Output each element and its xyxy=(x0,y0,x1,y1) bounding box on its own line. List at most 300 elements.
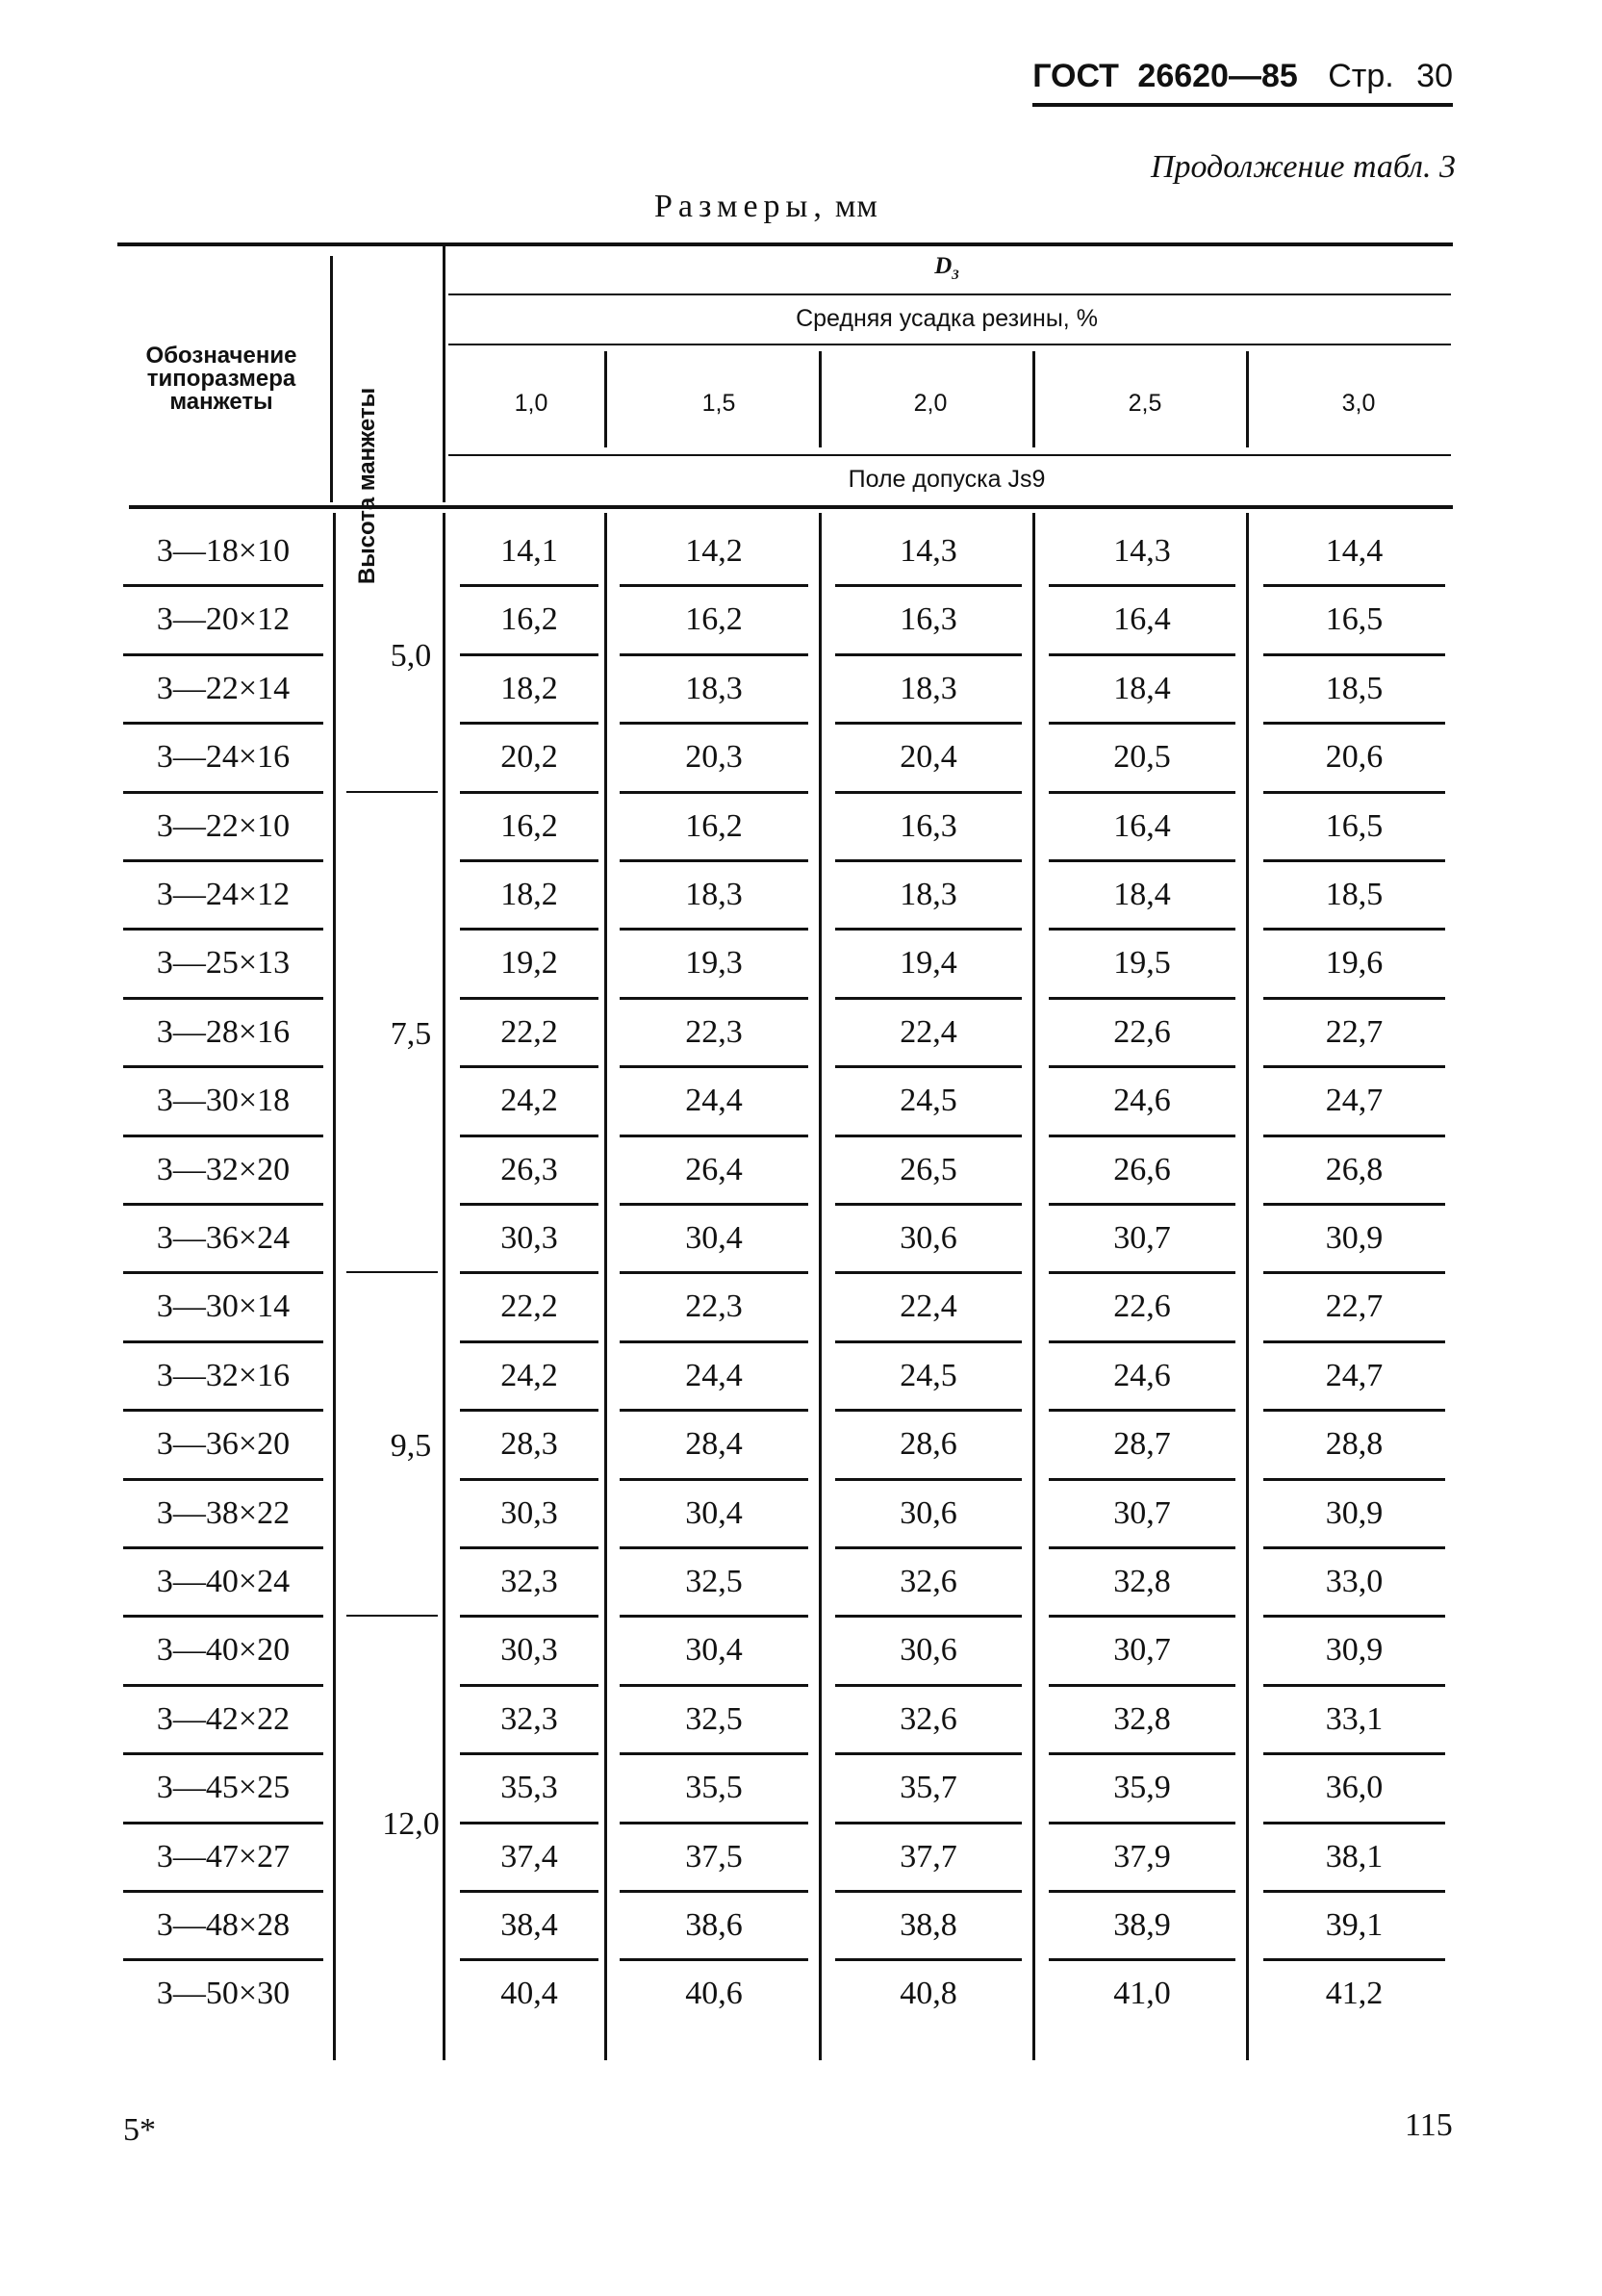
row-rule xyxy=(1263,1546,1445,1549)
ds-column-header xyxy=(443,253,1451,284)
row-rule xyxy=(1263,722,1445,725)
running-header xyxy=(1032,58,1453,107)
value-cell: 24,6 xyxy=(1113,1357,1171,1393)
row-rule xyxy=(460,653,598,656)
row-rule xyxy=(123,1340,323,1343)
row-rule xyxy=(123,1958,323,1961)
row-rule xyxy=(1049,1271,1235,1274)
units-value: мм xyxy=(834,189,878,224)
value-cell: 20,6 xyxy=(1325,739,1384,776)
row-rule xyxy=(620,791,808,794)
designation-cell: 3—18×10 xyxy=(156,533,291,569)
value-cell: 22,4 xyxy=(900,1013,957,1050)
value-cell: 16,2 xyxy=(500,601,558,638)
row-rule xyxy=(1263,997,1445,1000)
row-rule xyxy=(620,928,808,931)
row-rule xyxy=(460,1684,598,1687)
row-rule xyxy=(835,1890,1022,1893)
row-rule xyxy=(460,1135,598,1137)
percent-divider-1 xyxy=(604,351,607,447)
value-cell: 16,4 xyxy=(1113,601,1171,638)
height-group-rule xyxy=(346,791,438,793)
value-cell: 24,2 xyxy=(500,1357,558,1393)
table-top-rule xyxy=(117,242,1453,246)
row-rule xyxy=(1049,1822,1235,1824)
value-cell: 26,4 xyxy=(685,1151,743,1187)
value-cell: 22,7 xyxy=(1325,1288,1384,1325)
row-rule xyxy=(123,791,323,794)
value-cell: 28,4 xyxy=(685,1426,743,1463)
height-value: 9,5 xyxy=(390,1427,432,1464)
designation-cell: 3—42×22 xyxy=(156,1700,291,1737)
value-cell: 30,7 xyxy=(1113,1494,1171,1531)
value-cell: 32,6 xyxy=(900,1564,957,1599)
row-rule xyxy=(835,1958,1022,1961)
height-column-left-rule xyxy=(333,513,336,2060)
value-cell: 24,7 xyxy=(1325,1357,1384,1393)
value-cell: 24,5 xyxy=(900,1083,957,1119)
designation-cell: 3—45×25 xyxy=(156,1770,291,1806)
row-rule xyxy=(460,1890,598,1893)
value-cell: 16,5 xyxy=(1325,807,1384,844)
value-cell: 16,4 xyxy=(1113,807,1171,844)
value-cell: 32,3 xyxy=(500,1564,558,1599)
value-cell: 32,5 xyxy=(685,1564,743,1599)
value-cell: 28,8 xyxy=(1325,1426,1384,1463)
value-cell: 41,2 xyxy=(1325,1976,1384,2012)
value-cell: 32,5 xyxy=(685,1700,743,1737)
designation-cell: 3—36×20 xyxy=(156,1426,291,1463)
row-rule xyxy=(1263,791,1445,794)
row-rule xyxy=(1049,1684,1235,1687)
designation-cell: 3—32×16 xyxy=(156,1357,291,1393)
row-rule xyxy=(460,791,598,794)
row-rule xyxy=(1263,1478,1445,1481)
value-cell: 18,2 xyxy=(500,877,558,912)
header-bottom-rule xyxy=(129,505,1453,509)
value-cell: 22,2 xyxy=(500,1288,558,1325)
value-cell: 30,9 xyxy=(1325,1632,1384,1669)
row-rule xyxy=(123,1546,323,1549)
row-rule xyxy=(1049,1615,1235,1618)
row-rule xyxy=(460,1065,598,1068)
row-rule xyxy=(1263,1684,1445,1687)
row-rule xyxy=(620,1065,808,1068)
value-cell: 30,4 xyxy=(685,1632,743,1669)
value-cell: 19,2 xyxy=(500,945,558,982)
page-number: 30 xyxy=(1416,58,1453,94)
row-rule xyxy=(123,1271,323,1274)
row-rule xyxy=(620,1684,808,1687)
row-rule xyxy=(460,1203,598,1206)
value-cell: 33,1 xyxy=(1325,1700,1384,1737)
designation-cell: 3—24×16 xyxy=(156,739,291,776)
row-rule xyxy=(123,1409,323,1412)
value-column-rule xyxy=(1246,513,1249,2060)
percent-divider-3 xyxy=(1032,351,1035,447)
value-cell: 14,4 xyxy=(1325,533,1384,569)
value-cell: 37,5 xyxy=(685,1838,743,1875)
designation-cell: 3—20×12 xyxy=(156,601,291,638)
row-rule xyxy=(620,1958,808,1961)
row-rule xyxy=(1049,1546,1235,1549)
value-cell: 26,8 xyxy=(1325,1151,1384,1187)
height-group-rule xyxy=(346,1271,438,1273)
row-rule xyxy=(460,1546,598,1549)
row-rule xyxy=(620,1340,808,1343)
designation-cell: 3—22×14 xyxy=(156,670,291,706)
row-rule xyxy=(1049,791,1235,794)
row-rule xyxy=(835,928,1022,931)
value-cell: 20,2 xyxy=(500,739,558,776)
value-cell: 19,4 xyxy=(900,945,957,982)
row-rule xyxy=(1263,1615,1445,1618)
value-cell: 18,3 xyxy=(685,877,743,912)
value-cell: 22,6 xyxy=(1113,1013,1171,1050)
value-cell: 35,7 xyxy=(900,1770,957,1806)
row-rule xyxy=(620,1271,808,1274)
row-rule xyxy=(1049,1958,1235,1961)
value-cell: 26,5 xyxy=(900,1151,957,1187)
shrinkage-value: 2,0 xyxy=(913,390,948,417)
value-cell: 18,2 xyxy=(500,670,558,706)
value-cell: 18,5 xyxy=(1325,670,1384,706)
value-cell: 40,4 xyxy=(500,1976,558,2012)
row-rule xyxy=(460,1478,598,1481)
value-cell: 37,7 xyxy=(900,1838,957,1875)
value-cell: 24,4 xyxy=(685,1357,743,1393)
row-rule xyxy=(835,1478,1022,1481)
shrinkage-value: 2,5 xyxy=(1128,390,1162,417)
value-cell: 22,4 xyxy=(900,1288,957,1325)
value-cell: 16,3 xyxy=(900,807,957,844)
row-rule xyxy=(1263,1065,1445,1068)
value-cell: 18,3 xyxy=(900,670,957,706)
row-rule xyxy=(1049,1135,1235,1137)
value-cell: 35,3 xyxy=(500,1770,558,1806)
value-cell: 38,1 xyxy=(1325,1838,1384,1875)
value-cell: 41,0 xyxy=(1113,1976,1171,2012)
value-cell: 18,3 xyxy=(900,877,957,912)
value-cell: 14,1 xyxy=(500,533,558,569)
shrinkage-header: Средняя усадка резины, % xyxy=(796,305,1098,332)
row-rule xyxy=(1049,1340,1235,1343)
row-rule xyxy=(620,1615,808,1618)
value-cell: 32,6 xyxy=(900,1700,957,1737)
row-rule xyxy=(1263,1890,1445,1893)
row-rule xyxy=(620,584,808,587)
shrinkage-value: 1,5 xyxy=(701,390,736,417)
row-rule xyxy=(123,1890,323,1893)
height-column-header-text: Высота манжеты xyxy=(354,387,380,585)
row-rule xyxy=(1049,653,1235,656)
row-rule xyxy=(620,1409,808,1412)
row-rule xyxy=(835,1271,1022,1274)
row-rule xyxy=(620,1890,808,1893)
row-rule xyxy=(123,997,323,1000)
row-rule xyxy=(1263,1409,1445,1412)
value-cell: 36,0 xyxy=(1325,1770,1384,1806)
row-rule xyxy=(1049,928,1235,931)
row-rule xyxy=(460,1958,598,1961)
row-rule xyxy=(1049,859,1235,862)
row-rule xyxy=(835,791,1022,794)
row-rule xyxy=(123,928,323,931)
row-rule xyxy=(620,1478,808,1481)
value-cell: 30,7 xyxy=(1113,1220,1171,1256)
row-rule xyxy=(1263,1340,1445,1343)
ds-subscript: 3 xyxy=(952,268,959,283)
designation-cell: 3—40×20 xyxy=(156,1632,291,1669)
row-rule xyxy=(835,1409,1022,1412)
value-cell: 14,3 xyxy=(1113,533,1171,569)
value-cell: 19,3 xyxy=(685,945,743,982)
row-rule xyxy=(460,1409,598,1412)
value-cell: 24,4 xyxy=(685,1083,743,1119)
ds-rule xyxy=(448,293,1451,295)
row-rule xyxy=(460,1340,598,1343)
row-rule xyxy=(123,1135,323,1137)
row-rule xyxy=(460,1271,598,1274)
value-cell: 14,3 xyxy=(900,533,957,569)
value-cell: 30,9 xyxy=(1325,1494,1384,1531)
row-rule xyxy=(620,1822,808,1824)
row-rule xyxy=(620,653,808,656)
row-rule xyxy=(1049,997,1235,1000)
value-cell: 39,1 xyxy=(1325,1907,1384,1943)
row-rule xyxy=(123,1478,323,1481)
row-rule xyxy=(123,722,323,725)
row-rule xyxy=(460,1752,598,1755)
designation-cell: 3—48×28 xyxy=(156,1907,291,1943)
gost-label: ГОСТ xyxy=(1032,58,1119,94)
row-rule xyxy=(1049,1409,1235,1412)
value-cell: 16,2 xyxy=(685,807,743,844)
value-column-rule xyxy=(1032,513,1035,2060)
value-cell: 32,8 xyxy=(1113,1700,1171,1737)
row-rule xyxy=(460,584,598,587)
value-cell: 24,7 xyxy=(1325,1083,1384,1119)
value-cell: 38,4 xyxy=(500,1907,558,1943)
row-rule xyxy=(460,928,598,931)
value-column-rule xyxy=(819,513,822,2060)
value-cell: 18,5 xyxy=(1325,877,1384,912)
row-rule xyxy=(1049,1890,1235,1893)
row-rule xyxy=(835,1065,1022,1068)
row-rule xyxy=(835,1684,1022,1687)
row-rule xyxy=(123,1065,323,1068)
header-divider-1 xyxy=(330,256,333,502)
row-rule xyxy=(835,1546,1022,1549)
row-rule xyxy=(1049,1203,1235,1206)
row-rule xyxy=(1263,1752,1445,1755)
row-rule xyxy=(123,1203,323,1206)
designation-cell: 3—30×14 xyxy=(156,1288,291,1325)
value-cell: 20,4 xyxy=(900,739,957,776)
row-rule xyxy=(1049,1065,1235,1068)
value-cell: 20,3 xyxy=(685,739,743,776)
percent-divider-4 xyxy=(1246,351,1249,447)
row-rule xyxy=(835,1752,1022,1755)
value-cell: 24,2 xyxy=(500,1083,558,1119)
value-cell: 22,3 xyxy=(685,1013,743,1050)
value-cell: 22,6 xyxy=(1113,1288,1171,1325)
value-cell: 32,3 xyxy=(500,1700,558,1737)
row-rule xyxy=(835,1822,1022,1824)
value-cell: 26,6 xyxy=(1113,1151,1171,1187)
value-cell: 16,5 xyxy=(1325,601,1384,638)
units-title: Размеры, xyxy=(654,189,827,224)
designation-cell: 3—24×12 xyxy=(156,877,291,912)
value-cell: 26,3 xyxy=(500,1151,558,1187)
page-folio: 115 xyxy=(1405,2107,1453,2143)
row-rule xyxy=(835,859,1022,862)
value-cell: 37,9 xyxy=(1113,1838,1171,1875)
row-rule xyxy=(620,1752,808,1755)
row-rule xyxy=(123,1615,323,1618)
value-cell: 38,8 xyxy=(900,1907,957,1943)
value-cell: 30,9 xyxy=(1325,1220,1384,1256)
designation-cell: 3—28×16 xyxy=(156,1013,291,1050)
value-cell: 16,2 xyxy=(685,601,743,638)
row-rule xyxy=(620,1203,808,1206)
value-cell: 18,4 xyxy=(1113,670,1171,706)
row-rule xyxy=(620,722,808,725)
value-cell: 30,3 xyxy=(500,1220,558,1256)
value-cell: 19,5 xyxy=(1113,945,1171,982)
value-cell: 40,6 xyxy=(685,1976,743,2012)
value-cell: 14,2 xyxy=(685,533,743,569)
row-rule xyxy=(1263,928,1445,931)
percent-divider-2 xyxy=(819,351,822,447)
row-rule xyxy=(460,859,598,862)
designation-column-header: Обозначение типоразмера манжеты xyxy=(145,343,297,415)
value-cell: 24,6 xyxy=(1113,1083,1171,1119)
running-header-text xyxy=(1032,58,1453,107)
ds-symbol: D xyxy=(934,253,953,279)
value-cell: 33,0 xyxy=(1325,1564,1384,1599)
value-cell: 19,6 xyxy=(1325,945,1384,982)
row-rule xyxy=(1263,584,1445,587)
row-rule xyxy=(620,859,808,862)
shrinkage-value: 1,0 xyxy=(514,390,548,417)
value-cell: 32,8 xyxy=(1113,1564,1171,1599)
value-cell: 24,5 xyxy=(900,1357,957,1393)
row-rule xyxy=(123,1684,323,1687)
height-value: 7,5 xyxy=(390,1015,432,1052)
row-rule xyxy=(620,1135,808,1137)
value-cell: 30,7 xyxy=(1113,1632,1171,1669)
row-rule xyxy=(460,1822,598,1824)
row-rule xyxy=(835,1203,1022,1206)
row-rule xyxy=(123,859,323,862)
row-rule xyxy=(835,653,1022,656)
tolerance-header: Поле допуска Js9 xyxy=(848,466,1046,493)
row-rule xyxy=(1049,584,1235,587)
value-cell: 40,8 xyxy=(900,1976,957,2012)
height-group-rule xyxy=(346,1615,438,1617)
designation-cell: 3—50×30 xyxy=(156,1976,291,2012)
value-cell: 22,3 xyxy=(685,1288,743,1325)
row-rule xyxy=(1263,1822,1445,1824)
value-cell: 18,4 xyxy=(1113,877,1171,912)
value-cell: 18,3 xyxy=(685,670,743,706)
value-cell: 28,3 xyxy=(500,1426,558,1463)
row-rule xyxy=(1263,1203,1445,1206)
signature-mark: 5* xyxy=(123,2112,156,2148)
row-rule xyxy=(460,1615,598,1618)
value-cell: 22,2 xyxy=(500,1013,558,1050)
row-rule xyxy=(835,997,1022,1000)
row-rule xyxy=(123,1822,323,1824)
value-cell: 16,3 xyxy=(900,601,957,638)
header-divider-2 xyxy=(443,246,445,502)
value-cell: 35,9 xyxy=(1113,1770,1171,1806)
row-rule xyxy=(1049,1478,1235,1481)
row-rule xyxy=(835,722,1022,725)
table-units-caption xyxy=(654,189,878,225)
designation-cell: 3—38×22 xyxy=(156,1494,291,1531)
row-rule xyxy=(1049,1752,1235,1755)
row-rule xyxy=(1263,1271,1445,1274)
value-cell: 35,5 xyxy=(685,1770,743,1806)
height-value: 5,0 xyxy=(390,637,432,674)
value-cell: 30,6 xyxy=(900,1632,957,1669)
percent-rule xyxy=(448,454,1451,456)
row-rule xyxy=(620,997,808,1000)
designation-cell: 3—36×24 xyxy=(156,1220,291,1256)
designation-cell: 3—40×24 xyxy=(156,1564,291,1599)
shrinkage-value: 3,0 xyxy=(1341,390,1376,417)
row-rule xyxy=(620,1546,808,1549)
row-rule xyxy=(1263,653,1445,656)
row-rule xyxy=(1263,1135,1445,1137)
row-rule xyxy=(460,997,598,1000)
row-rule xyxy=(1263,1958,1445,1961)
value-cell: 28,6 xyxy=(900,1426,957,1463)
value-cell: 28,7 xyxy=(1113,1426,1171,1463)
row-rule xyxy=(460,722,598,725)
row-rule xyxy=(1049,722,1235,725)
row-rule xyxy=(1263,859,1445,862)
row-rule xyxy=(835,1340,1022,1343)
page-label: Стр. xyxy=(1328,58,1394,94)
value-cell: 37,4 xyxy=(500,1838,558,1875)
standard-number: 26620—85 xyxy=(1137,58,1298,94)
row-rule xyxy=(123,653,323,656)
row-rule xyxy=(123,584,323,587)
value-cell: 30,6 xyxy=(900,1220,957,1256)
value-cell: 22,7 xyxy=(1325,1013,1384,1050)
designation-cell: 3—47×27 xyxy=(156,1838,291,1875)
row-rule xyxy=(835,1615,1022,1618)
shrinkage-rule xyxy=(448,344,1451,345)
row-rule xyxy=(835,1135,1022,1137)
value-cell: 20,5 xyxy=(1113,739,1171,776)
row-rule xyxy=(835,584,1022,587)
value-cell: 30,4 xyxy=(685,1494,743,1531)
value-cell: 30,6 xyxy=(900,1494,957,1531)
value-cell: 16,2 xyxy=(500,807,558,844)
row-rule xyxy=(123,1752,323,1755)
designation-cell: 3—32×20 xyxy=(156,1151,291,1187)
value-cell: 38,9 xyxy=(1113,1907,1171,1943)
designation-cell: 3—25×13 xyxy=(156,945,291,982)
value-cell: 30,4 xyxy=(685,1220,743,1256)
value-cell: 30,3 xyxy=(500,1632,558,1669)
designation-cell: 3—22×10 xyxy=(156,807,291,844)
designation-cell: 3—30×18 xyxy=(156,1083,291,1119)
